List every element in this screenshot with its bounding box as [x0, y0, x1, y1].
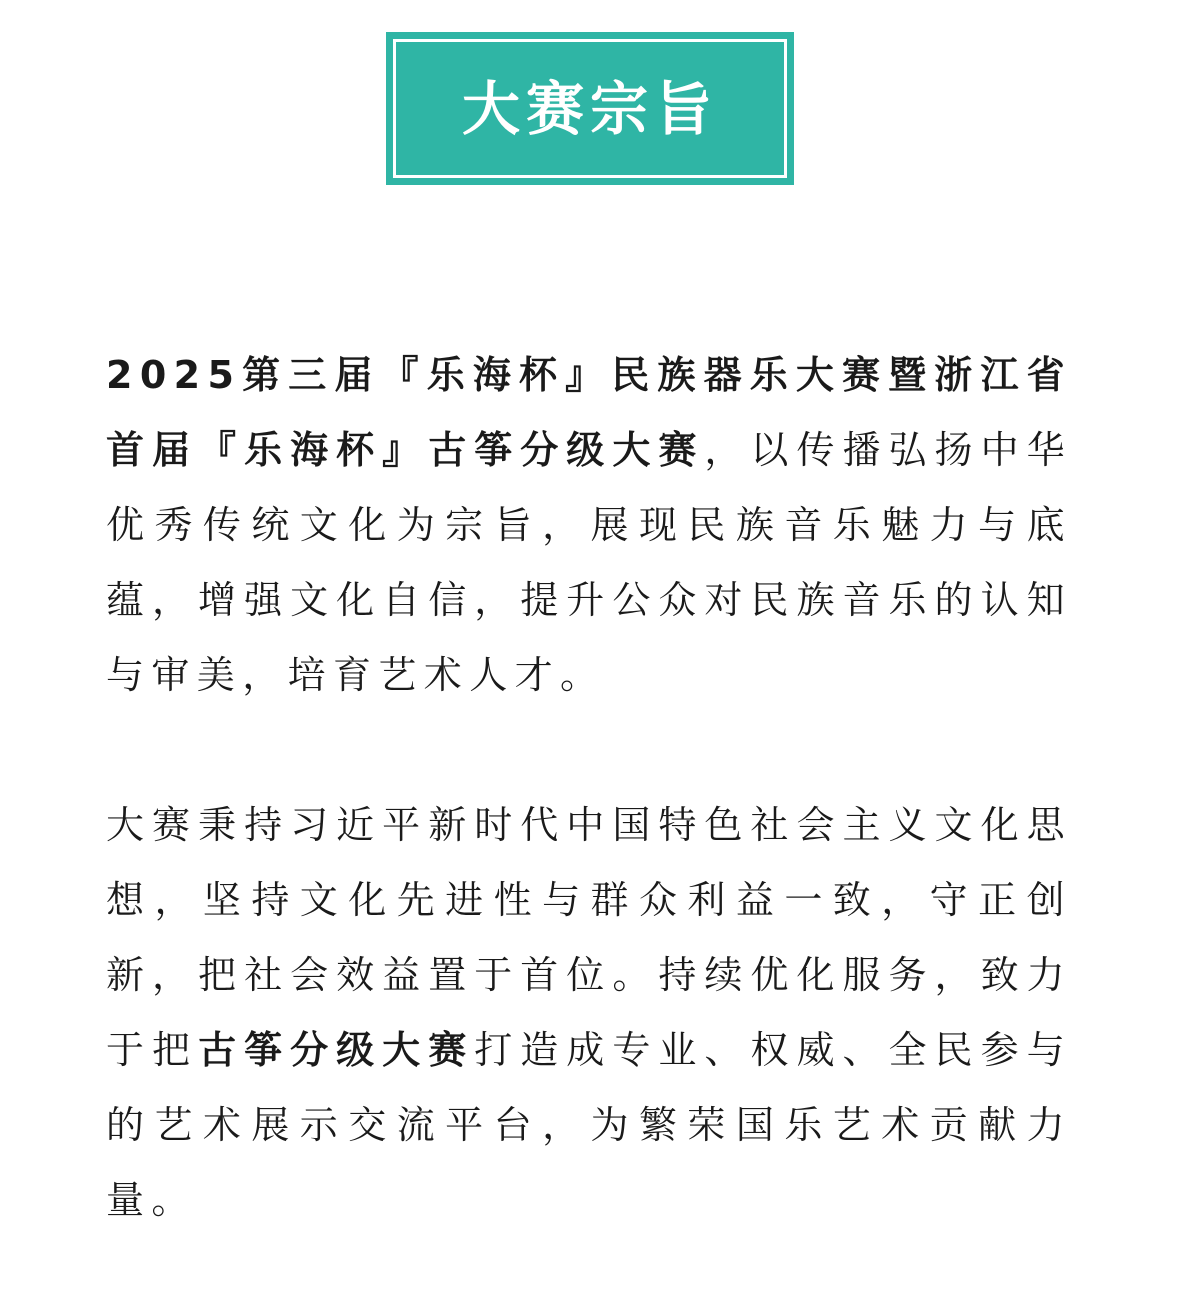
- section-title-banner: [386, 32, 794, 185]
- paragraph-2-text-end: 打造成专业、权威、全民参与的艺术展示交流平台，为繁荣国乐艺术贡献力量。: [106, 1028, 1072, 1222]
- guzheng-competition-name: 古筝分级大赛: [198, 1028, 475, 1072]
- paragraph-2-text-start: 大赛秉持习近平新时代中国特色社会主义文化思想，坚持文化先进性与群众利益一致，守正创新，把社会效益置于首位。持续优化服务，致力于把: [106, 803, 1072, 1072]
- purpose-paragraph-2: [106, 788, 1072, 1238]
- section-title: 大赛宗旨: [461, 74, 718, 143]
- section-title-frame: [393, 39, 787, 178]
- purpose-paragraph-1: [106, 338, 1072, 713]
- competition-name: 2025第三届『乐海杯』民族器乐大赛暨浙江省首届『乐海杯』古筝分级大赛: [106, 353, 1072, 472]
- paragraph-1-text: ，以传播弘扬中华优秀传统文化为宗旨，展现民族音乐魅力与底蕴，增强文化自信，提升公众对民族音乐的认知与审美，培育艺术人才。: [106, 428, 1072, 697]
